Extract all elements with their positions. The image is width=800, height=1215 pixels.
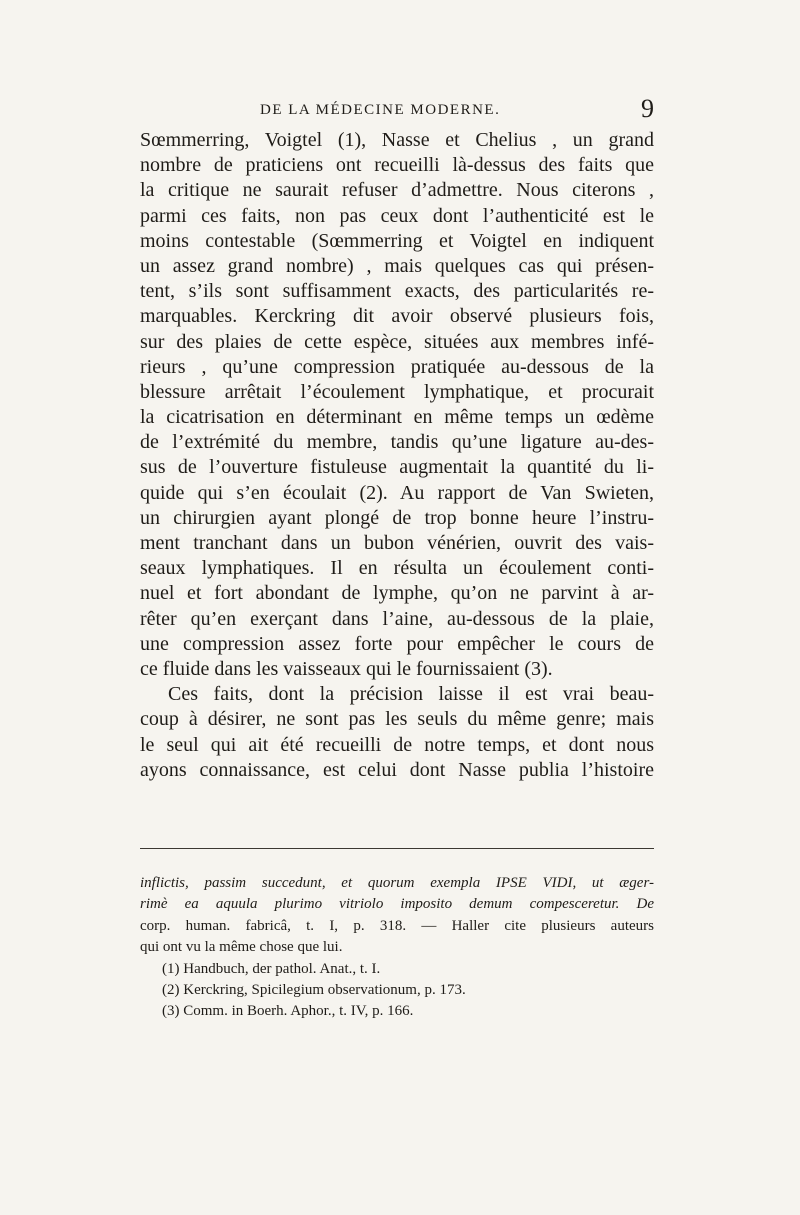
text-line: une compression assez forte pour empêcher le cours de: [140, 632, 654, 655]
text-line: nombre de praticiens ont recueilli là-dessus des faits que: [140, 154, 654, 177]
text-line: sus de l’ouverture fistuleuse augmentait la quantité du li-: [140, 456, 654, 479]
footnotes: [140, 873, 654, 1023]
footnote-continuation-line: corp. human. fabricâ, t. I, p. 318. — Haller cite plusieurs auteurs: [140, 917, 654, 934]
text-line: un assez grand nombre) , mais quelques cas qui présen-: [140, 254, 654, 277]
running-title: DE LA MÉDECINE MODERNE.: [260, 102, 501, 118]
page-header: [140, 94, 654, 126]
text-line: la critique ne saurait refuser d’admettre. Nous citerons ,: [140, 179, 654, 202]
text-line: un chirurgien ayant plongé de trop bonne heure l’instru-: [140, 506, 654, 529]
text-line: coup à désirer, ne sont pas les seuls du même genre; mais: [140, 708, 654, 731]
text-line: Ces faits, dont la précision laisse il est vrai beau-: [168, 683, 654, 706]
text-line: de l’extrémité du membre, tandis qu’une ligature au-des-: [140, 431, 654, 454]
footnote-continuation-line: qui ont vu la même chose que lui.: [140, 939, 343, 956]
footnote-1: (1) Handbuch, der pathol. Anat., t. I.: [162, 960, 381, 977]
footnote-2: (2) Kerckring, Spicilegium observationum, p. 173.: [162, 981, 466, 998]
text-line: seaux lymphatiques. Il en résulta un écoulement conti-: [140, 557, 654, 580]
text-line: la cicatrisation en déterminant en même temps un œdème: [140, 406, 654, 429]
text-line: nuel et fort abondant de lymphe, qu’on ne parvint à ar-: [140, 582, 654, 605]
text-line: ce fluide dans les vaisseaux qui le fournissaient (3).: [140, 657, 553, 680]
text-line: marquables. Kerckring dit avoir observé plusieurs fois,: [140, 305, 654, 328]
text-line: Sœmmerring, Voigtel (1), Nasse et Chelius , un grand: [140, 129, 654, 151]
text-line: moins contestable (Sœmmerring et Voigtel en indiquent: [140, 229, 654, 252]
text-line: tent, s’ils sont suffisamment exacts, des particularités re-: [140, 280, 654, 303]
text-line: ayons connaissance, est celui dont Nasse publia l’histoire: [140, 758, 654, 781]
footnote-continuation-line: inflictis, passim succedunt, et quorum exempla IPSE VIDI, ut æger-: [140, 875, 654, 891]
page-number: 9: [641, 94, 654, 123]
footnote-rule: [140, 848, 654, 849]
footnote-continuation-line: rimè ea aquula plurimo vitriolo imposito demum compesceretur. De: [140, 896, 654, 913]
text-line: ment tranchant dans un bubon vénérien, ouvrit des vais-: [140, 532, 654, 554]
text-line: le seul qui ait été recueilli de notre temps, et dont nous: [140, 733, 654, 756]
body-text: [140, 128, 654, 783]
text-line: rieurs , qu’une compression pratiquée au-dessous de la: [140, 355, 654, 378]
text-line: blessure arrêtait l’écoulement lymphatique, et procurait: [140, 380, 654, 403]
footnote-3: (3) Comm. in Boerh. Aphor., t. IV, p. 166.: [162, 1003, 414, 1020]
text-line: sur des plaies de cette espèce, situées aux membres infé-: [140, 330, 654, 353]
text-line: quide qui s’en écoulait (2). Au rapport de Van Swieten,: [140, 481, 654, 504]
text-line: parmi ces faits, non pas ceux dont l’authenticité est le: [140, 204, 654, 227]
text-line: rêter qu’en exerçant dans l’aine, au-dessous de la plaie,: [140, 607, 654, 630]
